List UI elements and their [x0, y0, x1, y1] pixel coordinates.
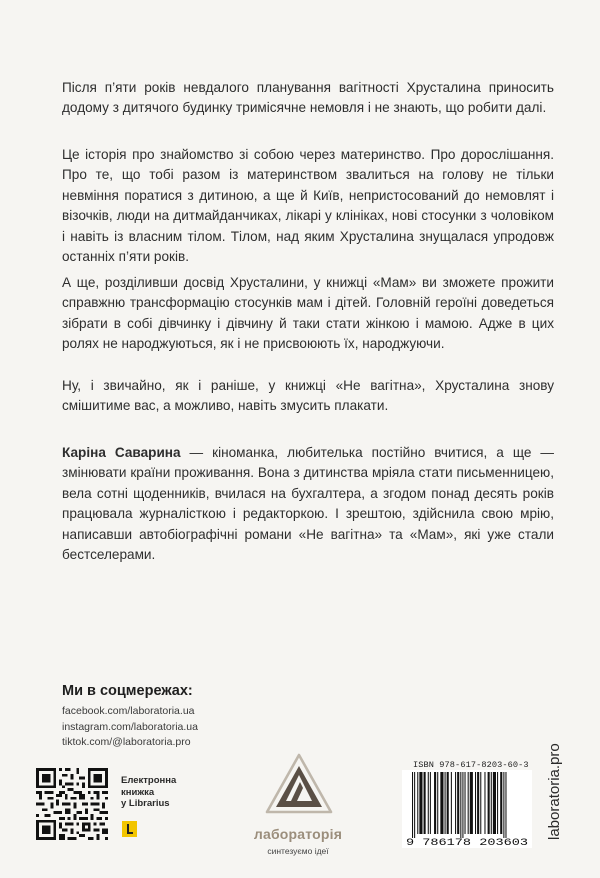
- barcode-bar: [430, 772, 431, 834]
- author-name: Каріна Саварина: [62, 445, 181, 460]
- ebook-line-1: Електронна: [121, 775, 177, 786]
- barcode-bar: [462, 772, 463, 838]
- qr-code[interactable]: [36, 768, 108, 840]
- barcode-bar: [493, 772, 496, 834]
- barcode-bar: [440, 772, 443, 834]
- ebook-line-3: у Librarius: [121, 798, 170, 810]
- barcode-bar: [505, 772, 506, 838]
- barcode-bar: [477, 772, 479, 834]
- barcode-bar: [470, 772, 473, 834]
- barcode-bar: [475, 772, 476, 834]
- barcode-bar: [491, 772, 492, 834]
- author-bio-text: — кіноманка, любителька постійно вчитися, а ще — змінювати країни проживання. Вона з дитинства мріяла стати письменницею, вела сотні щоденників, вчилася на бухгалтера, а згодом понад десять років працювала журналісткою і редакторкою. І зрештою, здійснила свою мрію, написавши автобіографічні романи «Не вагітна» та «Мам», які уже стали бестселерами.: [62, 445, 554, 563]
- barcode-bar: [460, 772, 461, 838]
- publisher-tagline: синтезуємо ідеї: [267, 846, 329, 856]
- barcode-bar: [419, 772, 422, 834]
- barcode-bar: [455, 772, 456, 834]
- description-paragraph-2: Це історія про знайомство зі собою через материнство. Про дорослішання. Про те, що тобі разом із материнством звалиться на голову не тільки невміння поратися з дитиною, а ще й Київ, непристосований до немовлят і візочків, люди на дитмайданчиках, лікарі у клініках, нові стосунки з чоловіком і навіть із власним тілом. Тілом, над яким Хрусталина знущалася упродовж останніх п’яти років.: [62, 147, 554, 265]
- isbn-label: ISBN 978-617-8203-60-3: [413, 760, 529, 770]
- social-link-tiktok[interactable]: tiktok.com/@laboratoria.pro: [62, 736, 191, 748]
- barcode-bar: [451, 772, 452, 834]
- social-link-instagram[interactable]: instagram.com/laboratoria.ua: [62, 720, 198, 733]
- vertical-brand[interactable]: laboratoria.pro: [546, 743, 563, 840]
- publisher-name: лабораторія: [253, 826, 343, 842]
- barcode-bar: [417, 772, 418, 834]
- barcode-bar: [447, 772, 449, 834]
- publisher-logo-icon: [264, 752, 334, 820]
- barcode-bar: [457, 772, 459, 834]
- isbn-digits: 9 786178 203603: [406, 837, 528, 848]
- description-paragraph-4: Ну, і звичайно, як і раніше, у книжці «Не вагітна», Хрусталина знову смішитиме вас, а можливо, навіть змусить плакати.: [62, 378, 554, 414]
- barcode-bar: [500, 772, 502, 834]
- barcode-bar: [412, 772, 413, 838]
- social-title: Ми в соцмережах:: [62, 683, 193, 699]
- barcode-bar: [414, 772, 415, 838]
- social-links: [62, 704, 198, 751]
- barcode-bar: [424, 772, 426, 834]
- barcode-bar: [488, 772, 490, 834]
- barcode-bar: [437, 772, 438, 834]
- barcode-bar: [503, 772, 504, 838]
- barcode: [402, 770, 532, 848]
- social-link-facebook[interactable]: facebook.com/laboratoria.ua: [62, 705, 195, 717]
- barcode-bar: [497, 772, 498, 834]
- barcode-bar: [465, 772, 466, 834]
- description-paragraph-1: Після п’яти років невдалого планування вагітності Хрусталина приносить додому з дитячого будинку тримісячне немовля і не знають, що робити далі.: [62, 80, 554, 116]
- librarius-icon: [122, 821, 137, 837]
- author-bio: [62, 443, 554, 565]
- barcode-bar: [445, 772, 446, 834]
- barcode-bar: [434, 772, 436, 834]
- ebook-label: [121, 775, 176, 810]
- barcode-bar: [468, 772, 469, 834]
- ebook-line-2: книжка: [121, 786, 155, 798]
- description-paragraph-3: А ще, розділивши досвід Хрусталини, у книжці «Мам» ви зможете прожити справжню трансформацію стосунків мам і дітей. Головній героїні доведеться зібрати в собі дівчинку і дівчину й таки стати жінкою і мамою. Адже в цих ролях не народжуються, як і не присвоюють їх, народжуючи.: [62, 275, 554, 352]
- barcode-bar: [428, 772, 429, 834]
- barcode-bar: [484, 772, 485, 834]
- barcode-bar: [480, 772, 481, 834]
